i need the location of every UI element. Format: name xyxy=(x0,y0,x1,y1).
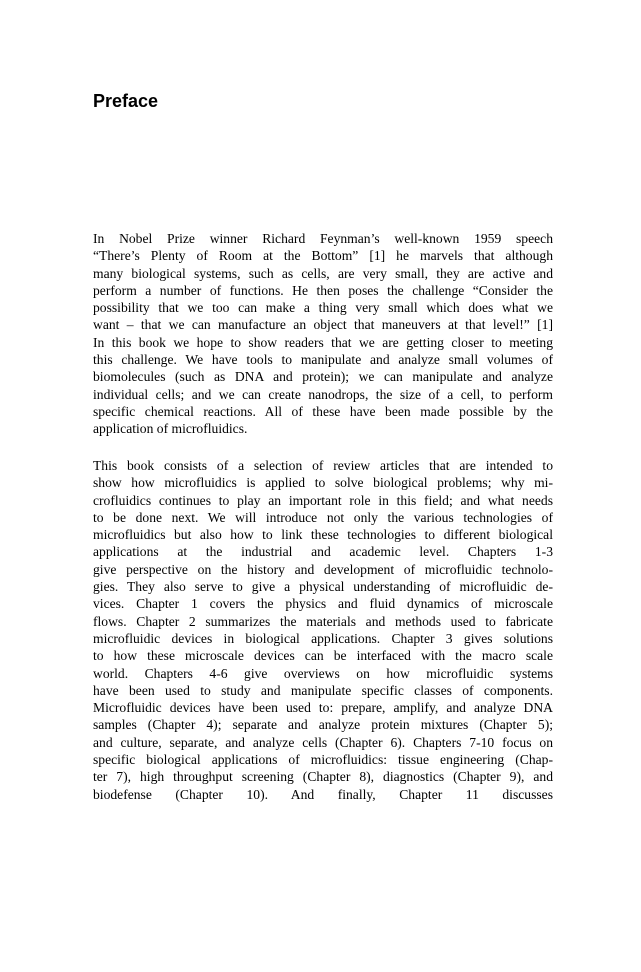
text-line: vices. Chapter 1 covers the physics and fluid dynamics of microscale xyxy=(93,596,553,612)
text-line: show how microfluidics is applied to solve biological problems; why mi- xyxy=(93,475,553,491)
text-line: want – that we can manufacture an object that maneuvers at that level!” [1] xyxy=(93,317,553,333)
text-line: perform a number of functions. He then poses the challenge “Consider the xyxy=(93,282,553,298)
text-line: gies. They also serve to give a physical understanding of microfluidic de- xyxy=(93,579,553,595)
paragraph-2 xyxy=(93,457,553,803)
text-line: this challenge. We have tools to manipulate and analyze small volumes of xyxy=(93,352,553,368)
text-line: and culture, separate, and analyze cells (Chapter 6). Chapters 7-10 focus on xyxy=(93,734,553,750)
text-line: individual cells; and we can create nanodrops, the size of a cell, to perform xyxy=(93,386,553,402)
preface-heading: Preface xyxy=(93,91,159,111)
text-line: specific chemical reactions. All of these have been made possible by the xyxy=(93,403,553,419)
text-line: flows. Chapter 2 summarizes the materials and methods used to fabricate xyxy=(93,613,553,629)
text-line: Microfluidic devices have been used to: prepare, amplify, and analyze DNA xyxy=(93,700,553,716)
text-line: crofluidics continues to play an important role in this field; and what needs xyxy=(93,492,553,508)
text-line: In Nobel Prize winner Richard Feynman’s well-known 1959 speech xyxy=(93,231,553,246)
text-line: This book consists of a selection of review articles that are intended to xyxy=(93,458,553,473)
paragraph-1 xyxy=(93,230,553,438)
text-line: many biological systems, such as cells, are very small, they are active and xyxy=(93,265,553,281)
text-line: application of microfluidics. xyxy=(93,421,248,437)
text-line: to be done next. We will introduce not only the various technologies of xyxy=(93,509,553,525)
text-line: In this book we hope to show readers that we are getting closer to meeting xyxy=(93,334,553,350)
text-line: microfluidics but also how to link these technologies to different biological xyxy=(93,527,553,543)
text-line: possibility that we too can make a thing very small which does what we xyxy=(93,300,553,316)
text-line: specific biological applications of microfluidics: tissue engineering (Chap- xyxy=(93,752,553,768)
text-line: give perspective on the history and development of microfluidic technolo- xyxy=(93,561,553,577)
text-line: world. Chapters 4-6 give overviews on how microfluidic systems xyxy=(93,665,553,681)
text-line: microfluidic devices in biological applications. Chapter 3 gives solutions xyxy=(93,630,553,646)
text-line: to how these microscale devices can be interfaced with the macro scale xyxy=(93,648,553,664)
text-line: biomolecules (such as DNA and protein); we can manipulate and analyze xyxy=(93,369,553,385)
text-line: applications at the industrial and academic level. Chapters 1-3 xyxy=(93,544,553,560)
text-line: ter 7), high throughput screening (Chapter 8), diagnostics (Chapter 9), and xyxy=(93,769,553,785)
text-line: samples (Chapter 4); separate and analyze protein mixtures (Chapter 5); xyxy=(93,717,553,733)
text-line: biodefense (Chapter 10). And finally, Chapter 11 discusses xyxy=(93,786,553,802)
text-line: “There’s Plenty of Room at the Bottom” [1] he marvels that although xyxy=(93,248,553,264)
text-line: have been used to study and manipulate specific classes of components. xyxy=(93,682,553,698)
